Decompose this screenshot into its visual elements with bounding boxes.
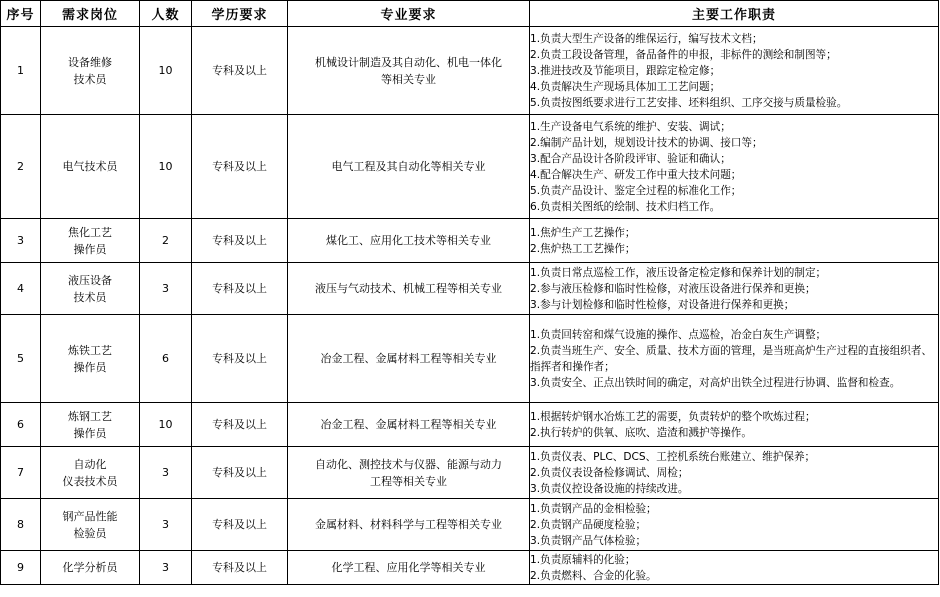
duties-cell xyxy=(530,263,939,315)
duty-item: 1.负责日常点巡检工作，液压设备定检定修和保养计划的制定； xyxy=(530,266,827,279)
duty-item: 1.负责钢产品的金相检验； xyxy=(530,502,657,515)
duties-cell xyxy=(530,403,939,447)
row-number: 4 xyxy=(1,263,41,315)
headcount-cell: 10 xyxy=(140,403,192,447)
major-line: 电气工程及其自动化等相关专业 xyxy=(331,160,486,173)
headcount-cell: 3 xyxy=(140,263,192,315)
duties-cell xyxy=(530,27,939,115)
education-cell: 专科及以上 xyxy=(192,403,288,447)
major-line: 冶金工程、金属材料工程等相关专业 xyxy=(320,352,497,365)
duty-item: 3.推进技改及节能项目，跟踪定检定修； xyxy=(530,64,721,77)
major-cell xyxy=(288,403,530,447)
row-number: 6 xyxy=(1,403,41,447)
duty-item: 1.根据转炉钢水冶炼工艺的需要，负责转炉的整个吹炼过程； xyxy=(530,410,816,423)
major-line: 工程等相关专业 xyxy=(370,474,447,488)
row-number: 9 xyxy=(1,551,41,585)
major-cell xyxy=(288,27,530,115)
position-cell xyxy=(41,447,140,499)
education-cell: 专科及以上 xyxy=(192,27,288,115)
duty-item: 1.负责仪表、PLC、DCS、工控机系统台账建立、维护保养； xyxy=(530,450,816,463)
duty-item: 2.负责当班生产、安全、质量、技术方面的管理，是当班高炉生产过程的直接组织者、指挥者和操作者； xyxy=(530,344,933,373)
position-cell xyxy=(41,115,140,219)
row-number: 2 xyxy=(1,115,41,219)
header-position: 需求岗位 xyxy=(41,1,140,27)
position-line: 技术员 xyxy=(73,72,107,86)
duty-item: 3.参与计划检修和临时性检修，对设备进行保养和更换； xyxy=(530,298,795,311)
duty-item: 1.负责回转窑和煤气设施的操作、点巡检，冶金白灰生产调整； xyxy=(530,328,827,341)
duty-item: 1.生产设备电气系统的维护、安装、调试； xyxy=(530,120,731,133)
duty-item: 3.负责钢产品气体检验； xyxy=(530,534,647,547)
education-cell: 专科及以上 xyxy=(192,263,288,315)
duty-item: 4.配合解决生产、研发工作中重大技术问题； xyxy=(530,168,742,181)
row-number: 8 xyxy=(1,499,41,551)
education-cell: 专科及以上 xyxy=(192,551,288,585)
duty-item: 2.焦炉热工工艺操作； xyxy=(530,242,636,255)
duty-item: 5.负责按图纸要求进行工艺安排、坯料组织、工序交接与质量检验。 xyxy=(530,96,848,109)
table-row xyxy=(1,403,939,447)
position-cell xyxy=(41,219,140,263)
position-cell xyxy=(41,27,140,115)
major-cell xyxy=(288,115,530,219)
major-cell xyxy=(288,219,530,263)
duties-cell xyxy=(530,315,939,403)
major-line: 液压与气动技术、机械工程等相关专业 xyxy=(315,282,502,295)
position-line: 自动化 xyxy=(73,457,107,471)
education-cell: 专科及以上 xyxy=(192,447,288,499)
headcount-cell: 3 xyxy=(140,447,192,499)
position-line: 检验员 xyxy=(73,526,107,540)
major-cell xyxy=(288,551,530,585)
header-major: 专业要求 xyxy=(288,1,530,27)
position-cell xyxy=(41,315,140,403)
position-line: 液压设备 xyxy=(68,273,112,287)
table-row xyxy=(1,219,939,263)
position-line: 设备维修 xyxy=(68,55,112,69)
duty-item: 2.参与液压检修和临时性检修，对液压设备进行保养和更换； xyxy=(530,282,816,295)
major-cell xyxy=(288,499,530,551)
header-row xyxy=(1,1,939,27)
position-line: 仪表技术员 xyxy=(62,474,118,488)
education-cell: 专科及以上 xyxy=(192,315,288,403)
position-line: 炼钢工艺 xyxy=(68,409,112,423)
headcount-cell: 3 xyxy=(140,551,192,585)
duty-item: 2.负责燃料、合金的化验。 xyxy=(530,569,657,582)
table-body xyxy=(1,27,939,585)
position-cell xyxy=(41,499,140,551)
position-line: 炼铁工艺 xyxy=(68,343,112,357)
row-number: 1 xyxy=(1,27,41,115)
duties-cell xyxy=(530,499,939,551)
major-line: 化学工程、应用化学等相关专业 xyxy=(331,561,486,574)
duty-item: 2.编制产品计划，规划设计技术的协调、接口等； xyxy=(530,136,763,149)
duties-cell xyxy=(530,115,939,219)
position-cell xyxy=(41,551,140,585)
header-education: 学历要求 xyxy=(192,1,288,27)
row-number: 3 xyxy=(1,219,41,263)
duty-item: 1.负责大型生产设备的维保运行，编写技术文档； xyxy=(530,32,763,45)
major-cell xyxy=(288,447,530,499)
duty-item: 3.配合产品设计各阶段评审、验证和确认； xyxy=(530,152,731,165)
headcount-cell: 2 xyxy=(140,219,192,263)
table-row xyxy=(1,115,939,219)
table-row xyxy=(1,263,939,315)
position-line: 操作员 xyxy=(73,426,107,440)
major-line: 冶金工程、金属材料工程等相关专业 xyxy=(320,418,497,431)
duty-item: 3.负责仪控设备设施的持续改进。 xyxy=(530,482,689,495)
major-cell xyxy=(288,263,530,315)
header-count: 人数 xyxy=(140,1,192,27)
table-row xyxy=(1,499,939,551)
duty-item: 2.负责仪表设备检修调试、周检； xyxy=(530,466,689,479)
header-no: 序号 xyxy=(1,1,41,27)
duty-item: 2.负责钢产品硬度检验； xyxy=(530,518,647,531)
major-line: 机械设计制造及其自动化、机电一体化 xyxy=(315,55,502,69)
major-cell xyxy=(288,315,530,403)
duty-item: 3.负责安全、正点出铁时间的确定，对高炉出铁全过程进行协调、监督和检查。 xyxy=(530,376,901,389)
major-line: 金属材料、材料科学与工程等相关专业 xyxy=(315,518,502,531)
education-cell: 专科及以上 xyxy=(192,499,288,551)
row-number: 5 xyxy=(1,315,41,403)
duty-item: 2.负责工段设备管理，备品备件的申报，非标件的测绘和制图等； xyxy=(530,48,837,61)
headcount-cell: 10 xyxy=(140,115,192,219)
position-line: 化学分析员 xyxy=(62,561,118,574)
duty-item: 6.负责相关图纸的绘制、技术归档工作。 xyxy=(530,200,721,213)
duties-cell xyxy=(530,551,939,585)
position-line: 操作员 xyxy=(73,360,107,374)
education-cell: 专科及以上 xyxy=(192,115,288,219)
table-row xyxy=(1,315,939,403)
major-line: 煤化工、应用化工技术等相关专业 xyxy=(326,234,491,247)
duties-cell xyxy=(530,447,939,499)
position-line: 钢产品性能 xyxy=(62,509,118,523)
major-line: 等相关专业 xyxy=(381,72,436,86)
table-row xyxy=(1,551,939,585)
position-cell xyxy=(41,263,140,315)
education-cell: 专科及以上 xyxy=(192,219,288,263)
position-line: 焦化工艺 xyxy=(68,225,112,239)
table-row xyxy=(1,447,939,499)
position-line: 技术员 xyxy=(73,290,107,304)
duty-item: 5.负责产品设计、鉴定全过程的标准化工作； xyxy=(530,184,742,197)
row-number: 7 xyxy=(1,447,41,499)
duty-item: 1.焦炉生产工艺操作； xyxy=(530,226,636,239)
headcount-cell: 6 xyxy=(140,315,192,403)
duties-cell xyxy=(530,219,939,263)
table-row xyxy=(1,27,939,115)
headcount-cell: 10 xyxy=(140,27,192,115)
position-line: 电气技术员 xyxy=(62,160,118,173)
position-cell xyxy=(41,403,140,447)
duty-item: 4.负责解决生产现场具体加工工艺问题； xyxy=(530,80,721,93)
duty-item: 2.执行转炉的供氧、底吹、造渣和溅护等操作。 xyxy=(530,426,752,439)
headcount-cell: 3 xyxy=(140,499,192,551)
position-line: 操作员 xyxy=(73,242,107,256)
duty-item: 1.负责原辅料的化验； xyxy=(530,553,636,566)
header-duties: 主要工作职责 xyxy=(530,1,939,27)
major-line: 自动化、测控技术与仪器、能源与动力 xyxy=(315,457,502,471)
